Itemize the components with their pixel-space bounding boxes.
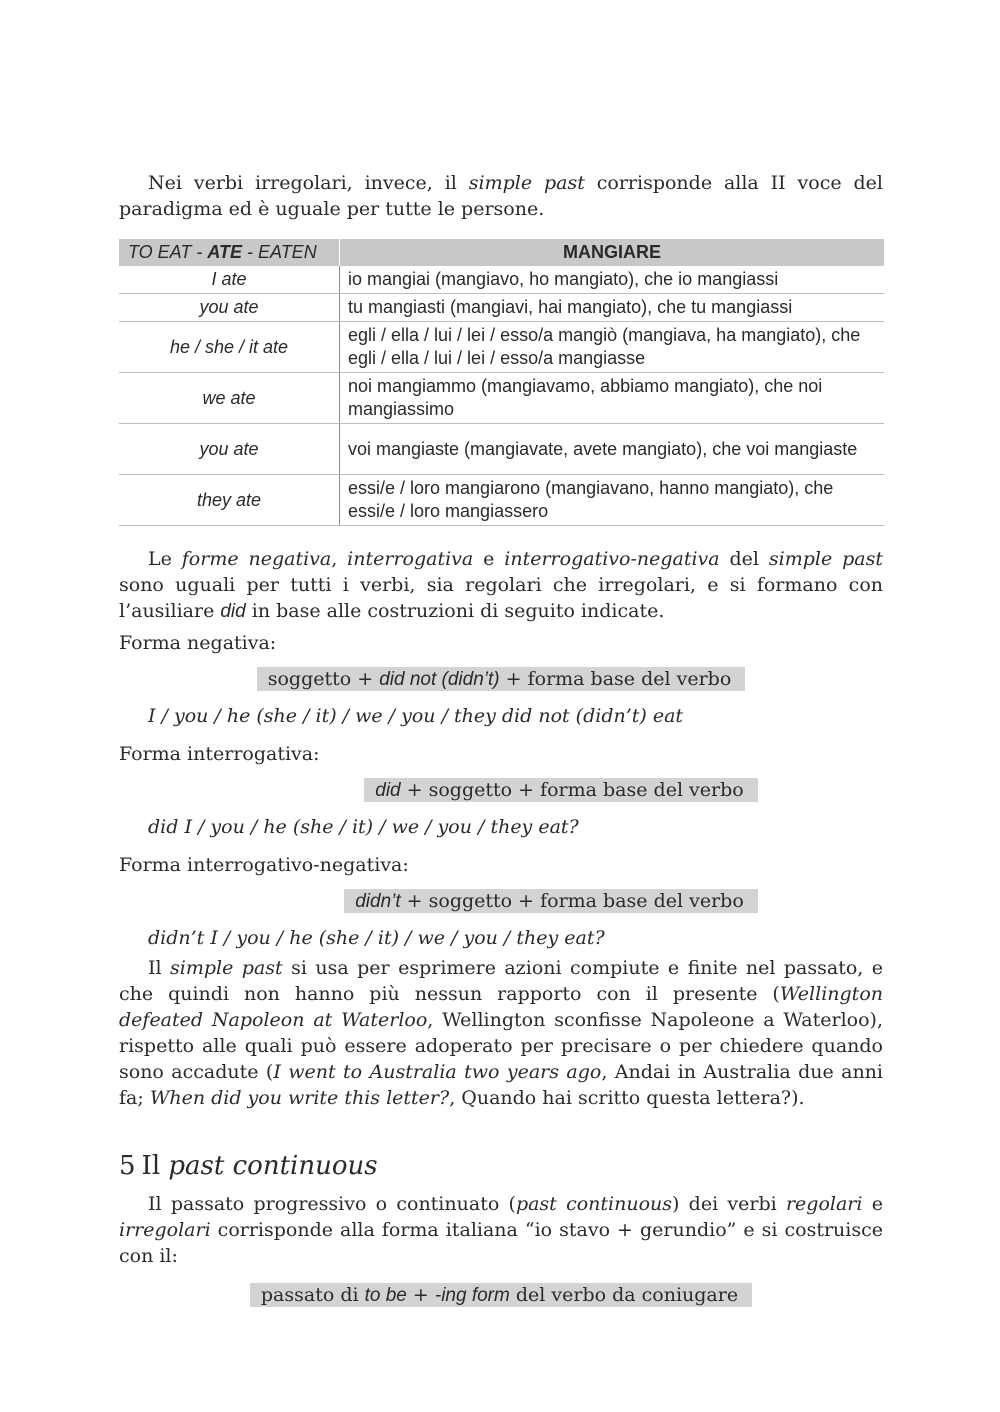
table-row: [119, 424, 884, 475]
table-cell-english: you ate: [119, 294, 340, 322]
interrogative-negative-formula: [344, 889, 758, 913]
negative-formula-wrap: [119, 667, 883, 691]
text: + soggetto + forma base del verbo: [400, 779, 744, 801]
table-cell-english: he / she / it ate: [119, 322, 340, 373]
text: corrisponde alla forma italiana “io stavo + gerundio” e si costruisce con il:: [119, 1219, 883, 1267]
table-row: [119, 266, 884, 294]
table-cell-italian: noi mangiammo (mangiavamo, abbiamo mangiato), che noi mangiassimo: [340, 373, 885, 424]
intro-paragraph: [119, 170, 883, 222]
text: in base alle costruzioni di seguito indicate.: [245, 600, 665, 622]
italic-term: simple past: [170, 957, 283, 979]
text: del verbo da coniugare: [509, 1284, 739, 1306]
table-cell-english: they ate: [119, 475, 340, 526]
text: Il: [141, 1151, 169, 1181]
italic-term: simple past: [768, 548, 884, 570]
past-continuous-paragraph: [119, 1191, 883, 1269]
table-row: [119, 294, 884, 322]
interrogative-negative-example: didn’t I / you / he (she / it) / we / you / they eat?: [148, 927, 605, 949]
forms-paragraph: [119, 546, 883, 625]
text: ) dei verbi: [672, 1193, 786, 1215]
text: ATE: [207, 242, 243, 262]
table-header: [119, 239, 884, 266]
table-cell-english: I ate: [119, 266, 340, 294]
text: did: [375, 780, 401, 801]
table-cell-italian: essi/e / loro mangiarono (mangiavano, hanno mangiato), che essi/e / loro mangiassero: [340, 475, 885, 526]
text: did not (didn’t): [379, 669, 500, 690]
interrogative-formula-wrap: [119, 778, 883, 802]
past-continuous-formula-wrap: [119, 1283, 883, 1307]
text: soggetto +: [267, 668, 380, 690]
italic-term: irregolari: [119, 1219, 211, 1241]
text: passato di: [260, 1284, 365, 1306]
table-cell-italian: io mangiai (mangiavo, ho mangiato), che io mangiassi: [340, 266, 885, 294]
text: e: [862, 1193, 883, 1215]
page-content: [119, 170, 883, 1316]
negative-formula: [257, 667, 746, 691]
section-heading: [119, 1151, 883, 1181]
table-cell-italian: tu mangiasti (mangiavi, hai mangiato), che tu mangiassi: [340, 294, 885, 322]
text: , Quando hai scritto questa lettera?).: [449, 1087, 805, 1109]
text: Le: [148, 548, 182, 570]
table-row: [119, 322, 884, 373]
text: + soggetto + forma base del verbo: [400, 890, 744, 912]
negative-form-label: Forma negativa:: [119, 632, 277, 654]
text: didn’t: [355, 891, 401, 912]
italic-term: past continuous: [168, 1151, 378, 1181]
table-cell-italian: egli / ella / lui / lei / esso/a mangiò (mangiava, ha mangiato), che egli / ella / lui / lei / esso/a mangiasse: [340, 322, 885, 373]
text: TO EAT -: [128, 242, 208, 262]
italic-term: simple past: [468, 172, 585, 194]
text: Il: [148, 957, 171, 979]
italic-term: When did you write this letter?: [149, 1087, 450, 1109]
negative-example: I / you / he (she / it) / we / you / they did not (didn’t) eat: [148, 705, 684, 727]
text: corrisponde alla II voce del paradigma ed è uguale per tutte le persone.: [119, 172, 883, 220]
text: , Wellington sconfisse Napoleone a Waterloo), rispetto alle quali può essere adoperato per precisare o per chiedere quando sono accadute (: [119, 1009, 883, 1083]
text: to be: [364, 1285, 407, 1306]
text: - EATEN: [242, 242, 317, 262]
text: del: [719, 548, 769, 570]
text: Nei verbi irregolari, invece, il: [148, 172, 469, 194]
interrogative-formula: [364, 778, 757, 802]
text: +: [406, 1284, 435, 1306]
italic-term: forme negativa: [181, 548, 332, 570]
italic-term: interrogativa: [347, 548, 474, 570]
text: + forma base del verbo: [499, 668, 732, 690]
text: ,: [331, 548, 348, 570]
interrogative-form-label: Forma interrogativa:: [119, 743, 320, 765]
interrogative-negative-form-label: Forma interrogativo-negativa:: [119, 854, 409, 876]
table-cell-italian: voi mangiaste (mangiavate, avete mangiato), che voi mangiaste: [340, 424, 885, 475]
italic-term: Wellington defeated Napoleon at Waterloo: [119, 983, 883, 1031]
italic-term: regolari: [785, 1193, 863, 1215]
interrogative-negative-formula-wrap: [119, 889, 883, 913]
italic-term: did: [220, 601, 246, 622]
italic-term: I went to Australia two years ago: [273, 1061, 602, 1083]
table-header-translation: MANGIARE: [340, 239, 885, 266]
table-row: [119, 475, 884, 526]
table-row: [119, 373, 884, 424]
table-header-verb: [119, 239, 340, 266]
text: si usa per esprimere azioni compiute e finite nel passato, e che quindi non hanno più nessun rapporto con il presente (: [119, 957, 884, 1005]
table-cell-english: you ate: [119, 424, 340, 475]
interrogative-example: did I / you / he (she / it) / we / you / they eat?: [148, 816, 579, 838]
past-continuous-formula: [250, 1283, 752, 1307]
usage-paragraph: [119, 955, 883, 1111]
section-number: 5: [119, 1151, 136, 1181]
table-cell-english: we ate: [119, 373, 340, 424]
text: sono uguali per tutti i verbi, sia regolari che irregolari, e si formano con l’ausiliare: [119, 574, 883, 622]
conjugation-table: [119, 239, 884, 526]
text: Il passato progressivo o continuato (: [148, 1193, 516, 1215]
italic-term: past continuous: [515, 1193, 672, 1215]
italic-term: interrogativo-negativa: [504, 548, 720, 570]
text: , Andai in Australia due anni fa;: [119, 1061, 883, 1109]
text: e: [473, 548, 505, 570]
text: -ing form: [434, 1285, 510, 1306]
